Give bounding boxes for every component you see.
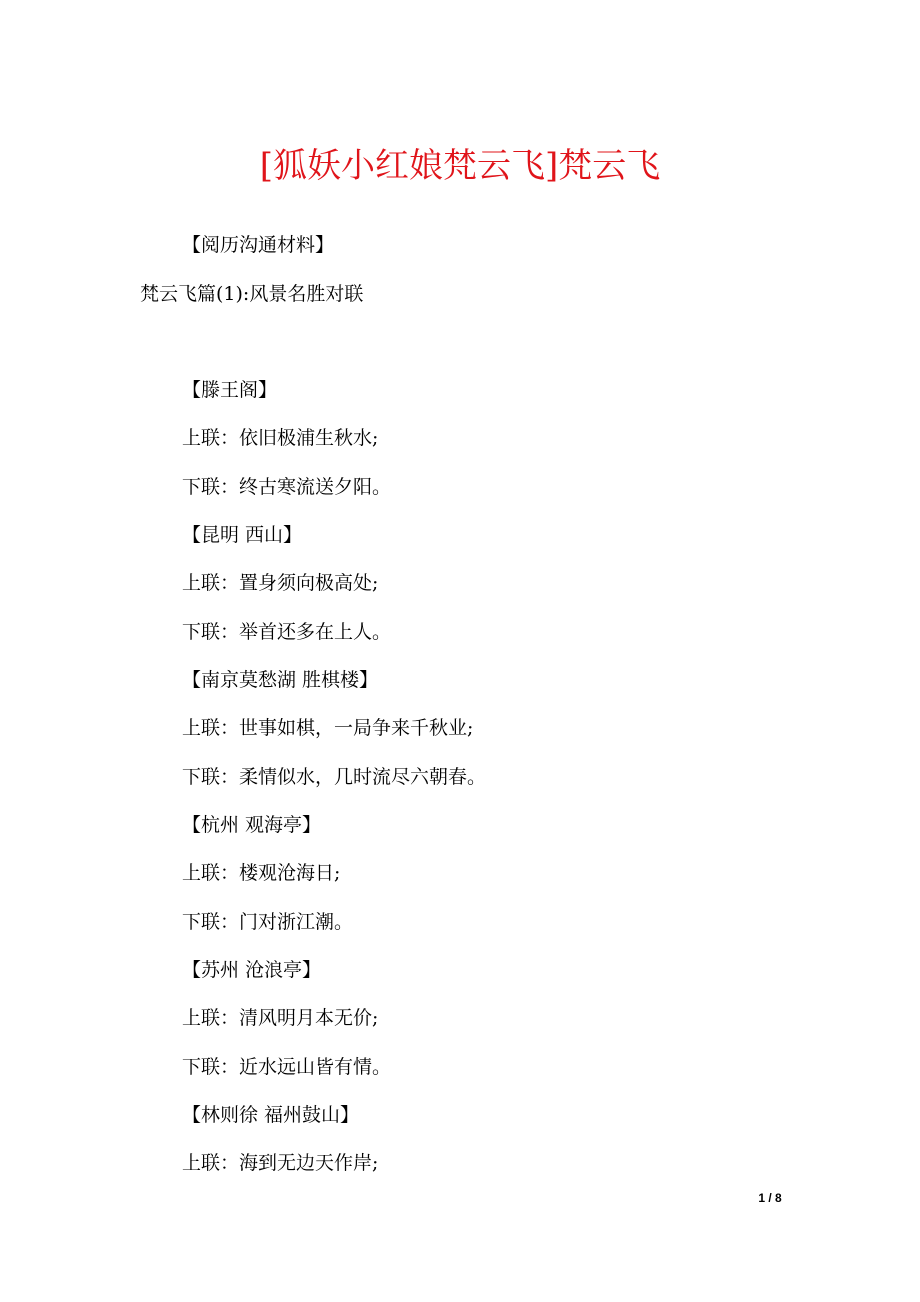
couplet-line: 上联：依旧极浦生秋水; bbox=[182, 427, 379, 450]
couplet-line: 下联：终古寒流送夕阳。 bbox=[182, 475, 392, 498]
couplet-line: 下联：门对浙江潮。 bbox=[182, 910, 354, 933]
couplet-line: 下联：举首还多在上人。 bbox=[182, 620, 392, 643]
couplet-line: 【滕王阁】 bbox=[182, 379, 278, 401]
page-number: 1 / 8 bbox=[758, 1191, 782, 1205]
couplet-line: 上联：置身须向极高处; bbox=[182, 572, 379, 595]
document-title: [狐妖小红娘梵云飞]梵云飞 bbox=[259, 146, 661, 186]
couplet-line: 上联：世事如棋，一局争来千秋业; bbox=[182, 717, 474, 740]
couplet-line: 【昆明 西山】 bbox=[182, 523, 303, 546]
couplet-line: 上联：海到无边天作岸; bbox=[182, 1152, 379, 1175]
chapter-heading: 梵云飞篇(1):风景名胜对联 bbox=[140, 283, 364, 305]
couplet-line: 下联：柔情似水，几时流尽六朝春。 bbox=[182, 765, 487, 788]
couplet-line: 【林则徐 福州鼓山】 bbox=[182, 1103, 360, 1126]
couplet-line: 上联：清风明月本无价; bbox=[182, 1007, 379, 1030]
couplet-line: 上联：楼观沧海日; bbox=[182, 862, 341, 885]
couplet-list bbox=[182, 377, 832, 1199]
couplet-line: 【杭州 观海亭】 bbox=[182, 813, 322, 836]
section-label: 【阅历沟通材料】 bbox=[182, 234, 335, 256]
couplet-line: 【苏州 沧浪亭】 bbox=[182, 958, 322, 981]
couplet-line: 【南京莫愁湖 胜棋楼】 bbox=[182, 668, 379, 691]
couplet-line: 下联：近水远山皆有情。 bbox=[182, 1055, 392, 1078]
